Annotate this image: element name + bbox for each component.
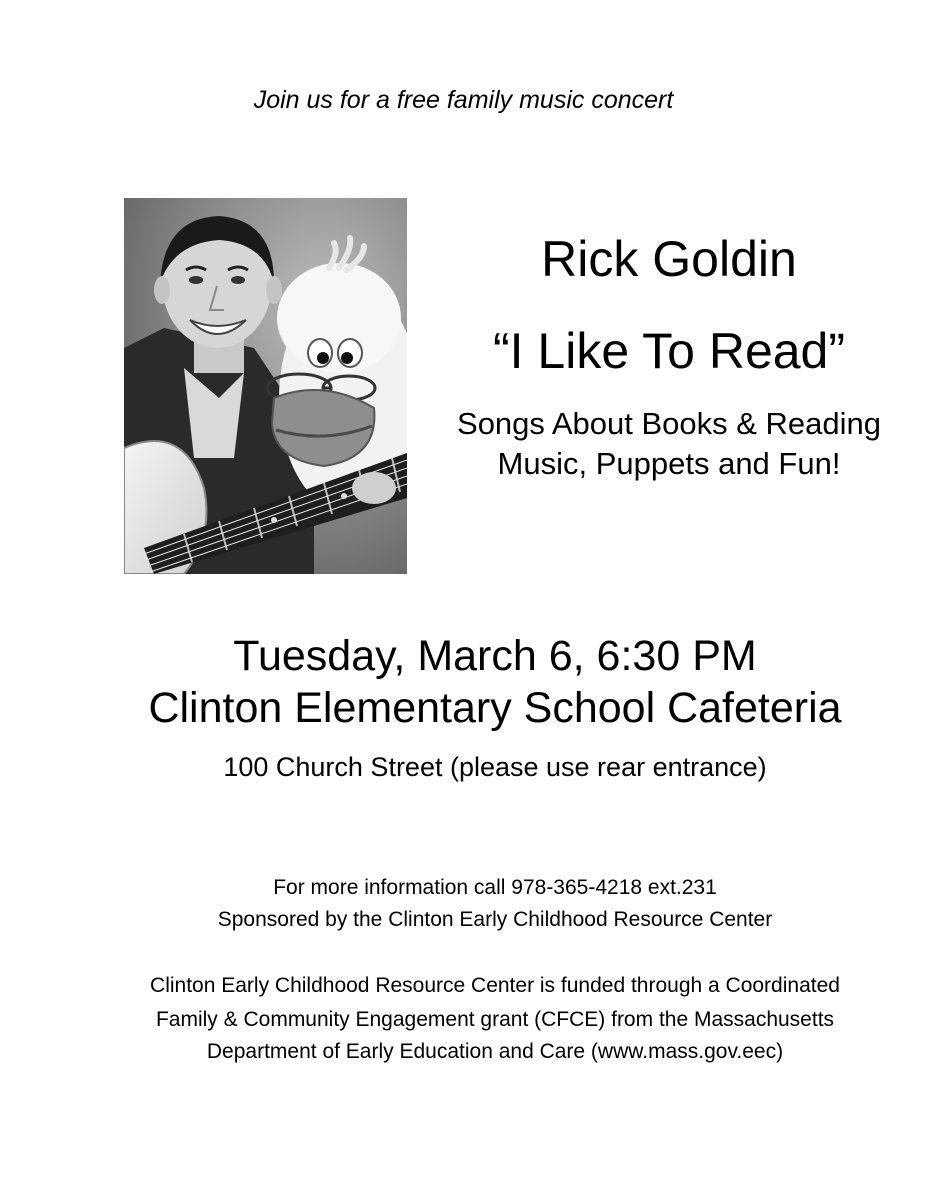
funding-line-3: Department of Early Education and Care (www.mass.gov.eec) [206,1040,784,1063]
show-title: “I Like To Read” [492,323,846,379]
event-address: 100 Church Street (please use rear entrance) [223,752,767,782]
event-date-time: Tuesday, March 6, 6:30 PM [233,632,757,680]
sponsor-line: Sponsored by the Clinton Early Childhood Resource Center [217,908,773,931]
performer-photo [124,198,407,574]
event-venue: Clinton Elementary School Cafeteria [148,684,842,732]
performer-name: Rick Goldin [541,231,797,287]
subtitle-line-1: Songs About Books & Reading [457,406,881,441]
subtitle-line-2: Music, Puppets and Fun! [497,446,841,481]
performer-with-puppet-image [124,198,407,574]
funding-line-2: Family & Community Engagement grant (CFCE) from the Massachusetts [155,1008,835,1031]
intro-text: Join us for a free family music concert [253,86,674,114]
funding-line-1: Clinton Early Childhood Resource Center is funded through a Coordinated [150,974,840,997]
contact-info: For more information call 978-365-4218 ext.231 [273,876,717,899]
